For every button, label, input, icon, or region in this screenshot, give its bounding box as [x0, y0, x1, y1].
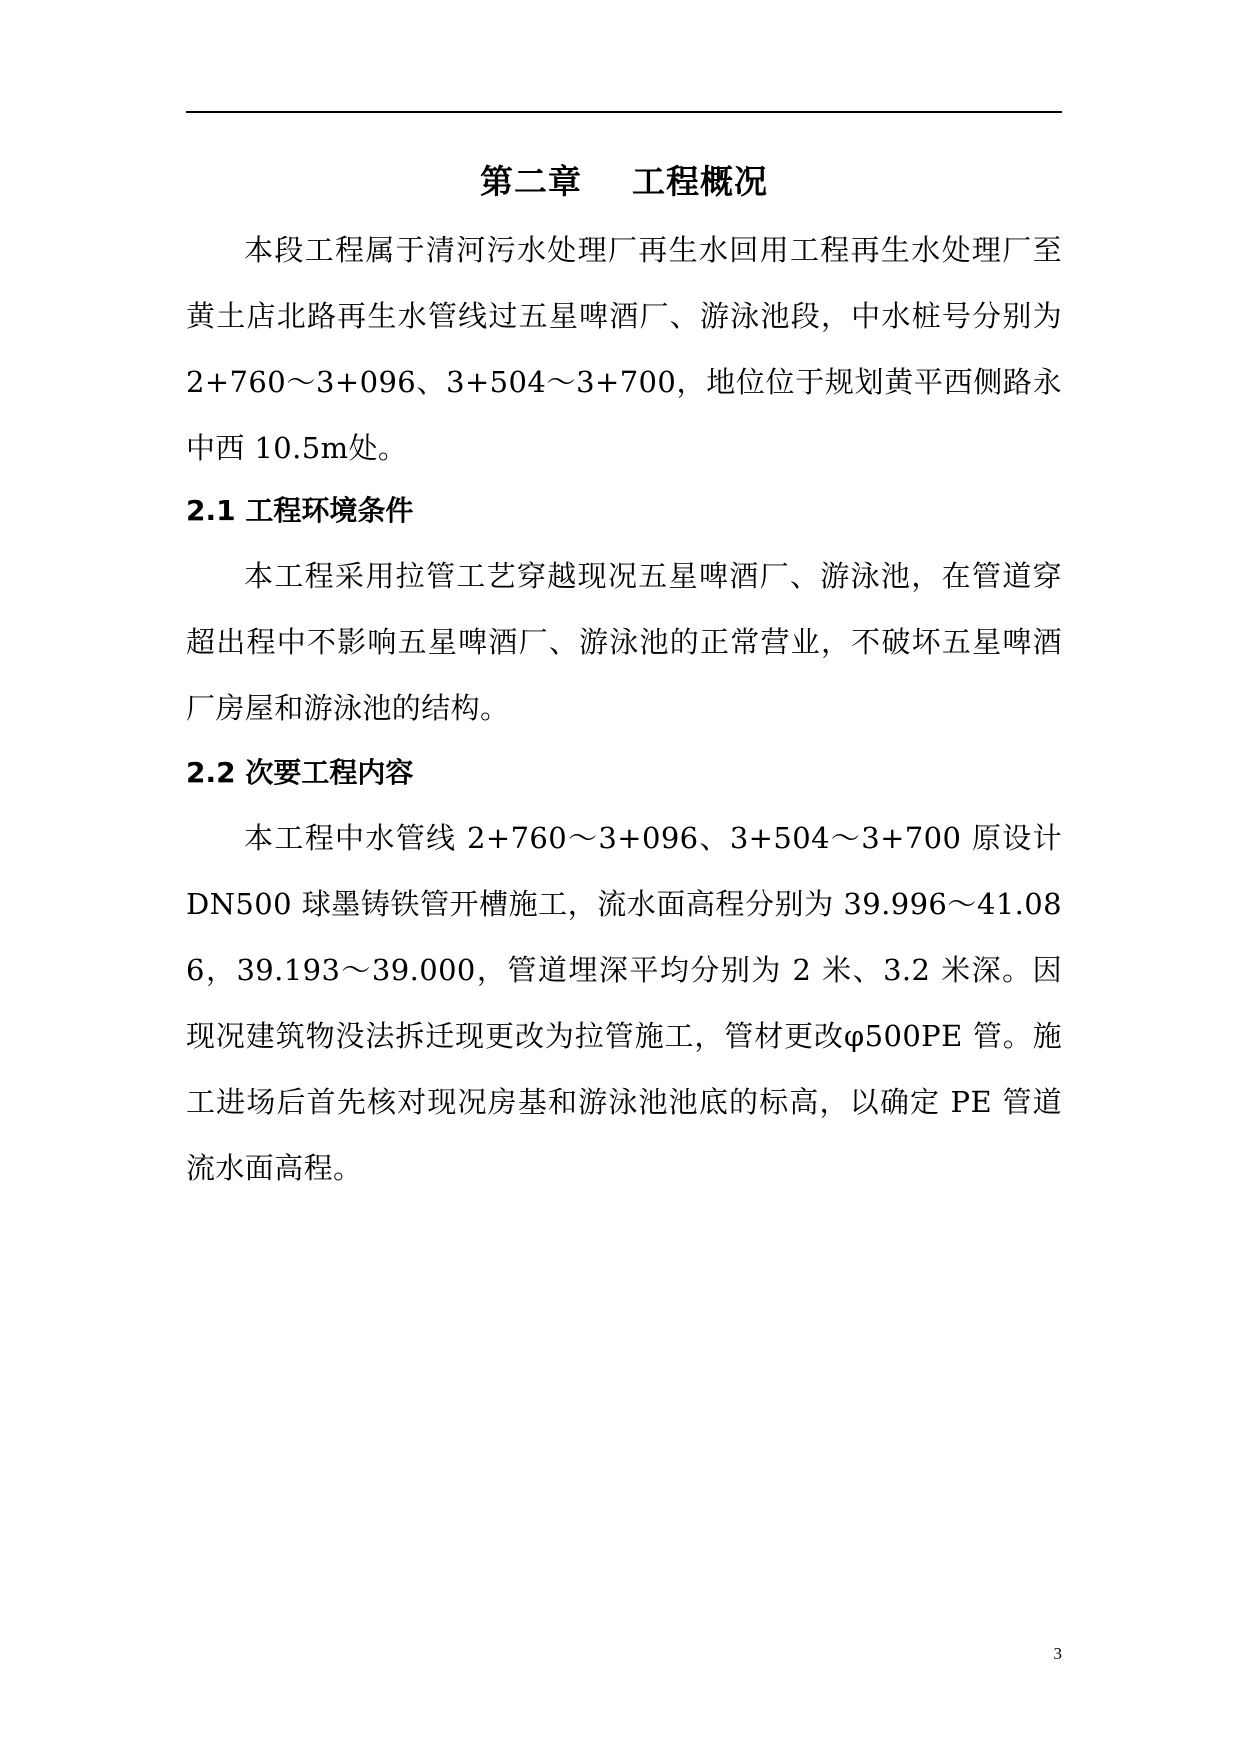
section-heading-2-1: 2.1 工程环境条件	[186, 494, 414, 527]
chapter-title: 第二章 工程概况	[480, 162, 768, 201]
section-heading-2-2: 2.2 次要工程内容	[186, 756, 414, 789]
header-rule	[186, 111, 1062, 113]
page-number: 3	[1053, 1644, 1062, 1663]
intro-paragraph: 本段工程属于清河污水处理厂再生水回用工程再生水处理厂至黄土店北路再生水管线过五星啤酒厂、游泳池段，中水桩号分别为 2+760～3+096、3+504～3+700，地位位于规划黄平西侧路永中西 10.5m处。	[186, 233, 1062, 465]
section-paragraph-2-1: 本工程采用拉管工艺穿越现况五星啤酒厂、游泳池，在管道穿超出程中不影响五星啤酒厂、游泳池的正常营业，不破坏五星啤酒厂房屋和游泳池的结构。	[186, 559, 1062, 725]
section-paragraph-2-2: 本工程中水管线 2+760～3+096、3+504～3+700 原设计 DN500 球墨铸铁管开槽施工，流水面高程分别为 39.996～41.086，39.193～39.000，管道埋深平均分别为 2 米、3.2 米深。因现况建筑物没法拆迁现更改为拉管施工，管材更改φ500PE 管。施工进场后首先核对现况房基和游泳池池底的标高，以确定 PE 管道流水面高程。	[186, 821, 1062, 1185]
